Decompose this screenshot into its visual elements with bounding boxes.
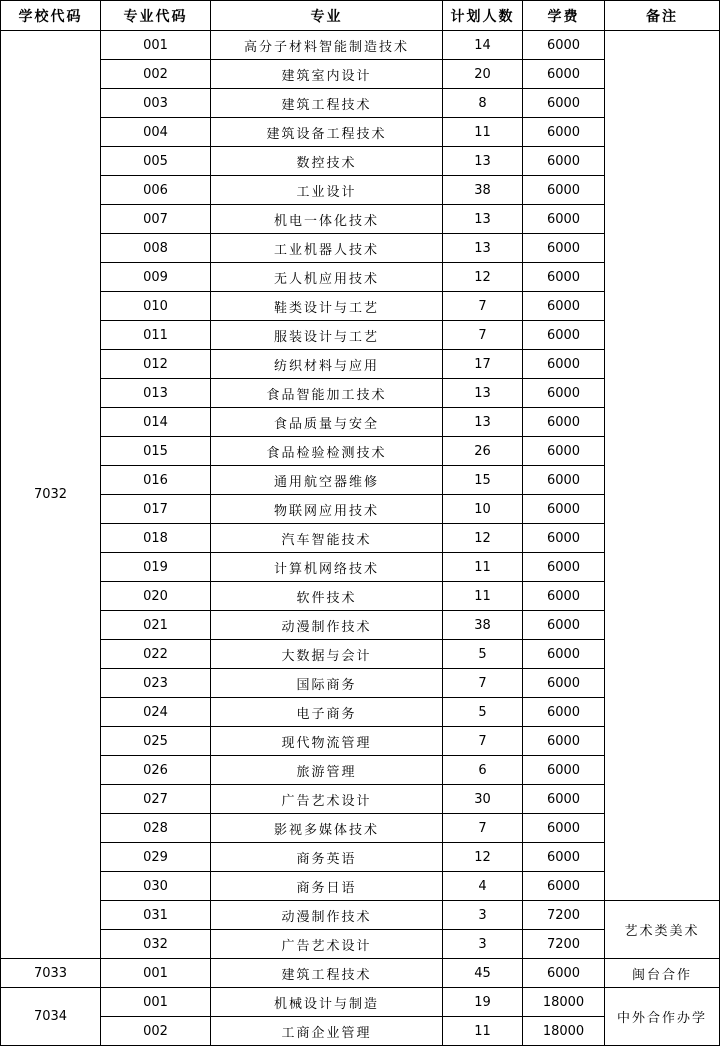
major-name-cell: 现代物流管理 <box>211 727 443 756</box>
plan-count-cell: 7 <box>443 727 523 756</box>
major-name-cell: 商务日语 <box>211 872 443 901</box>
remarks-cell: 艺术类美术 <box>605 901 720 959</box>
major-name-cell: 广告艺术设计 <box>211 930 443 959</box>
major-name-cell: 旅游管理 <box>211 756 443 785</box>
major-code-cell: 020 <box>101 582 211 611</box>
major-code-cell: 018 <box>101 524 211 553</box>
major-code-cell: 015 <box>101 437 211 466</box>
tuition-cell: 6000 <box>523 321 605 350</box>
tuition-cell: 6000 <box>523 727 605 756</box>
plan-count-cell: 10 <box>443 495 523 524</box>
tuition-cell: 6000 <box>523 524 605 553</box>
major-name-cell: 服装设计与工艺 <box>211 321 443 350</box>
plan-count-cell: 13 <box>443 234 523 263</box>
school-code-cell: 7034 <box>1 988 101 1046</box>
plan-count-cell: 13 <box>443 379 523 408</box>
major-name-cell: 商务英语 <box>211 843 443 872</box>
major-name-cell: 工业机器人技术 <box>211 234 443 263</box>
tuition-cell: 6000 <box>523 756 605 785</box>
tuition-cell: 18000 <box>523 1017 605 1046</box>
header-plan-count: 计划人数 <box>443 1 523 31</box>
major-name-cell: 食品智能加工技术 <box>211 379 443 408</box>
plan-count-cell: 14 <box>443 31 523 60</box>
major-code-cell: 011 <box>101 321 211 350</box>
plan-count-cell: 4 <box>443 872 523 901</box>
major-code-cell: 002 <box>101 1017 211 1046</box>
tuition-cell: 6000 <box>523 495 605 524</box>
major-code-cell: 010 <box>101 292 211 321</box>
major-code-cell: 028 <box>101 814 211 843</box>
tuition-cell: 6000 <box>523 292 605 321</box>
tuition-cell: 7200 <box>523 930 605 959</box>
major-name-cell: 建筑设备工程技术 <box>211 118 443 147</box>
major-name-cell: 物联网应用技术 <box>211 495 443 524</box>
remarks-cell <box>605 31 720 901</box>
tuition-cell: 6000 <box>523 640 605 669</box>
major-name-cell: 大数据与会计 <box>211 640 443 669</box>
major-code-cell: 002 <box>101 60 211 89</box>
plan-count-cell: 13 <box>443 147 523 176</box>
tuition-cell: 6000 <box>523 959 605 988</box>
major-name-cell: 建筑工程技术 <box>211 89 443 118</box>
major-name-cell: 广告艺术设计 <box>211 785 443 814</box>
major-code-cell: 009 <box>101 263 211 292</box>
major-name-cell: 电子商务 <box>211 698 443 727</box>
plan-count-cell: 7 <box>443 669 523 698</box>
major-code-cell: 008 <box>101 234 211 263</box>
table-row <box>1 901 720 930</box>
plan-count-cell: 20 <box>443 60 523 89</box>
tuition-cell: 6000 <box>523 843 605 872</box>
plan-count-cell: 38 <box>443 176 523 205</box>
tuition-cell: 6000 <box>523 785 605 814</box>
major-code-cell: 019 <box>101 553 211 582</box>
major-name-cell: 建筑室内设计 <box>211 60 443 89</box>
major-code-cell: 001 <box>101 959 211 988</box>
major-code-cell: 001 <box>101 988 211 1017</box>
plan-count-cell: 7 <box>443 814 523 843</box>
plan-count-cell: 11 <box>443 118 523 147</box>
plan-count-cell: 26 <box>443 437 523 466</box>
major-name-cell: 工业设计 <box>211 176 443 205</box>
major-name-cell: 鞋类设计与工艺 <box>211 292 443 321</box>
major-code-cell: 024 <box>101 698 211 727</box>
tuition-cell: 6000 <box>523 60 605 89</box>
tuition-cell: 6000 <box>523 698 605 727</box>
header-row <box>1 1 720 31</box>
tuition-cell: 6000 <box>523 234 605 263</box>
plan-count-cell: 45 <box>443 959 523 988</box>
table-body <box>1 31 720 1046</box>
tuition-cell: 6000 <box>523 814 605 843</box>
major-code-cell: 001 <box>101 31 211 60</box>
major-code-cell: 032 <box>101 930 211 959</box>
tuition-cell: 6000 <box>523 669 605 698</box>
tuition-cell: 6000 <box>523 553 605 582</box>
remarks-cell: 中外合作办学 <box>605 988 720 1046</box>
tuition-cell: 6000 <box>523 872 605 901</box>
header-school-code: 学校代码 <box>1 1 101 31</box>
table-row <box>1 988 720 1017</box>
plan-count-cell: 12 <box>443 843 523 872</box>
major-name-cell: 工商企业管理 <box>211 1017 443 1046</box>
tuition-cell: 6000 <box>523 89 605 118</box>
plan-count-cell: 17 <box>443 350 523 379</box>
major-name-cell: 食品质量与安全 <box>211 408 443 437</box>
plan-count-cell: 11 <box>443 1017 523 1046</box>
major-name-cell: 国际商务 <box>211 669 443 698</box>
plan-count-cell: 12 <box>443 263 523 292</box>
major-name-cell: 影视多媒体技术 <box>211 814 443 843</box>
major-name-cell: 通用航空器维修 <box>211 466 443 495</box>
major-code-cell: 003 <box>101 89 211 118</box>
remarks-cell: 闽台合作 <box>605 959 720 988</box>
major-code-cell: 027 <box>101 785 211 814</box>
tuition-cell: 6000 <box>523 379 605 408</box>
major-name-cell: 机械设计与制造 <box>211 988 443 1017</box>
major-code-cell: 006 <box>101 176 211 205</box>
header-major-code: 专业代码 <box>101 1 211 31</box>
tuition-cell: 6000 <box>523 205 605 234</box>
major-code-cell: 025 <box>101 727 211 756</box>
major-code-cell: 029 <box>101 843 211 872</box>
plan-count-cell: 12 <box>443 524 523 553</box>
header-tuition: 学费 <box>523 1 605 31</box>
major-code-cell: 016 <box>101 466 211 495</box>
plan-count-cell: 5 <box>443 640 523 669</box>
plan-count-cell: 6 <box>443 756 523 785</box>
major-code-cell: 022 <box>101 640 211 669</box>
tuition-cell: 7200 <box>523 901 605 930</box>
major-code-cell: 013 <box>101 379 211 408</box>
tuition-cell: 6000 <box>523 176 605 205</box>
plan-count-cell: 7 <box>443 292 523 321</box>
major-name-cell: 建筑工程技术 <box>211 959 443 988</box>
plan-count-cell: 11 <box>443 582 523 611</box>
major-code-cell: 017 <box>101 495 211 524</box>
plan-count-cell: 5 <box>443 698 523 727</box>
plan-count-cell: 13 <box>443 205 523 234</box>
major-name-cell: 无人机应用技术 <box>211 263 443 292</box>
tuition-cell: 6000 <box>523 350 605 379</box>
header-remarks: 备注 <box>605 1 720 31</box>
tuition-cell: 6000 <box>523 147 605 176</box>
major-name-cell: 纺织材料与应用 <box>211 350 443 379</box>
plan-count-cell: 38 <box>443 611 523 640</box>
tuition-cell: 6000 <box>523 437 605 466</box>
plan-count-cell: 19 <box>443 988 523 1017</box>
major-code-cell: 012 <box>101 350 211 379</box>
major-code-cell: 005 <box>101 147 211 176</box>
table-row <box>1 959 720 988</box>
tuition-cell: 6000 <box>523 408 605 437</box>
major-name-cell: 汽车智能技术 <box>211 524 443 553</box>
major-name-cell: 软件技术 <box>211 582 443 611</box>
tuition-cell: 6000 <box>523 118 605 147</box>
table-row <box>1 31 720 60</box>
tuition-cell: 6000 <box>523 263 605 292</box>
tuition-cell: 6000 <box>523 582 605 611</box>
header-major: 专业 <box>211 1 443 31</box>
tuition-cell: 6000 <box>523 466 605 495</box>
major-code-cell: 030 <box>101 872 211 901</box>
major-name-cell: 动漫制作技术 <box>211 901 443 930</box>
major-name-cell: 动漫制作技术 <box>211 611 443 640</box>
major-code-cell: 023 <box>101 669 211 698</box>
plan-count-cell: 11 <box>443 553 523 582</box>
tuition-cell: 6000 <box>523 611 605 640</box>
plan-count-cell: 8 <box>443 89 523 118</box>
plan-count-cell: 3 <box>443 901 523 930</box>
major-code-cell: 004 <box>101 118 211 147</box>
major-code-cell: 007 <box>101 205 211 234</box>
major-name-cell: 食品检验检测技术 <box>211 437 443 466</box>
plan-count-cell: 13 <box>443 408 523 437</box>
plan-count-cell: 30 <box>443 785 523 814</box>
school-code-cell: 7033 <box>1 959 101 988</box>
major-name-cell: 机电一体化技术 <box>211 205 443 234</box>
major-code-cell: 031 <box>101 901 211 930</box>
plan-count-cell: 15 <box>443 466 523 495</box>
major-code-cell: 021 <box>101 611 211 640</box>
school-code-cell: 7032 <box>1 31 101 959</box>
plan-count-cell: 3 <box>443 930 523 959</box>
major-name-cell: 高分子材料智能制造技术 <box>211 31 443 60</box>
major-name-cell: 数控技术 <box>211 147 443 176</box>
major-code-cell: 014 <box>101 408 211 437</box>
tuition-cell: 6000 <box>523 31 605 60</box>
tuition-cell: 18000 <box>523 988 605 1017</box>
major-code-cell: 026 <box>101 756 211 785</box>
major-name-cell: 计算机网络技术 <box>211 553 443 582</box>
plan-count-cell: 7 <box>443 321 523 350</box>
